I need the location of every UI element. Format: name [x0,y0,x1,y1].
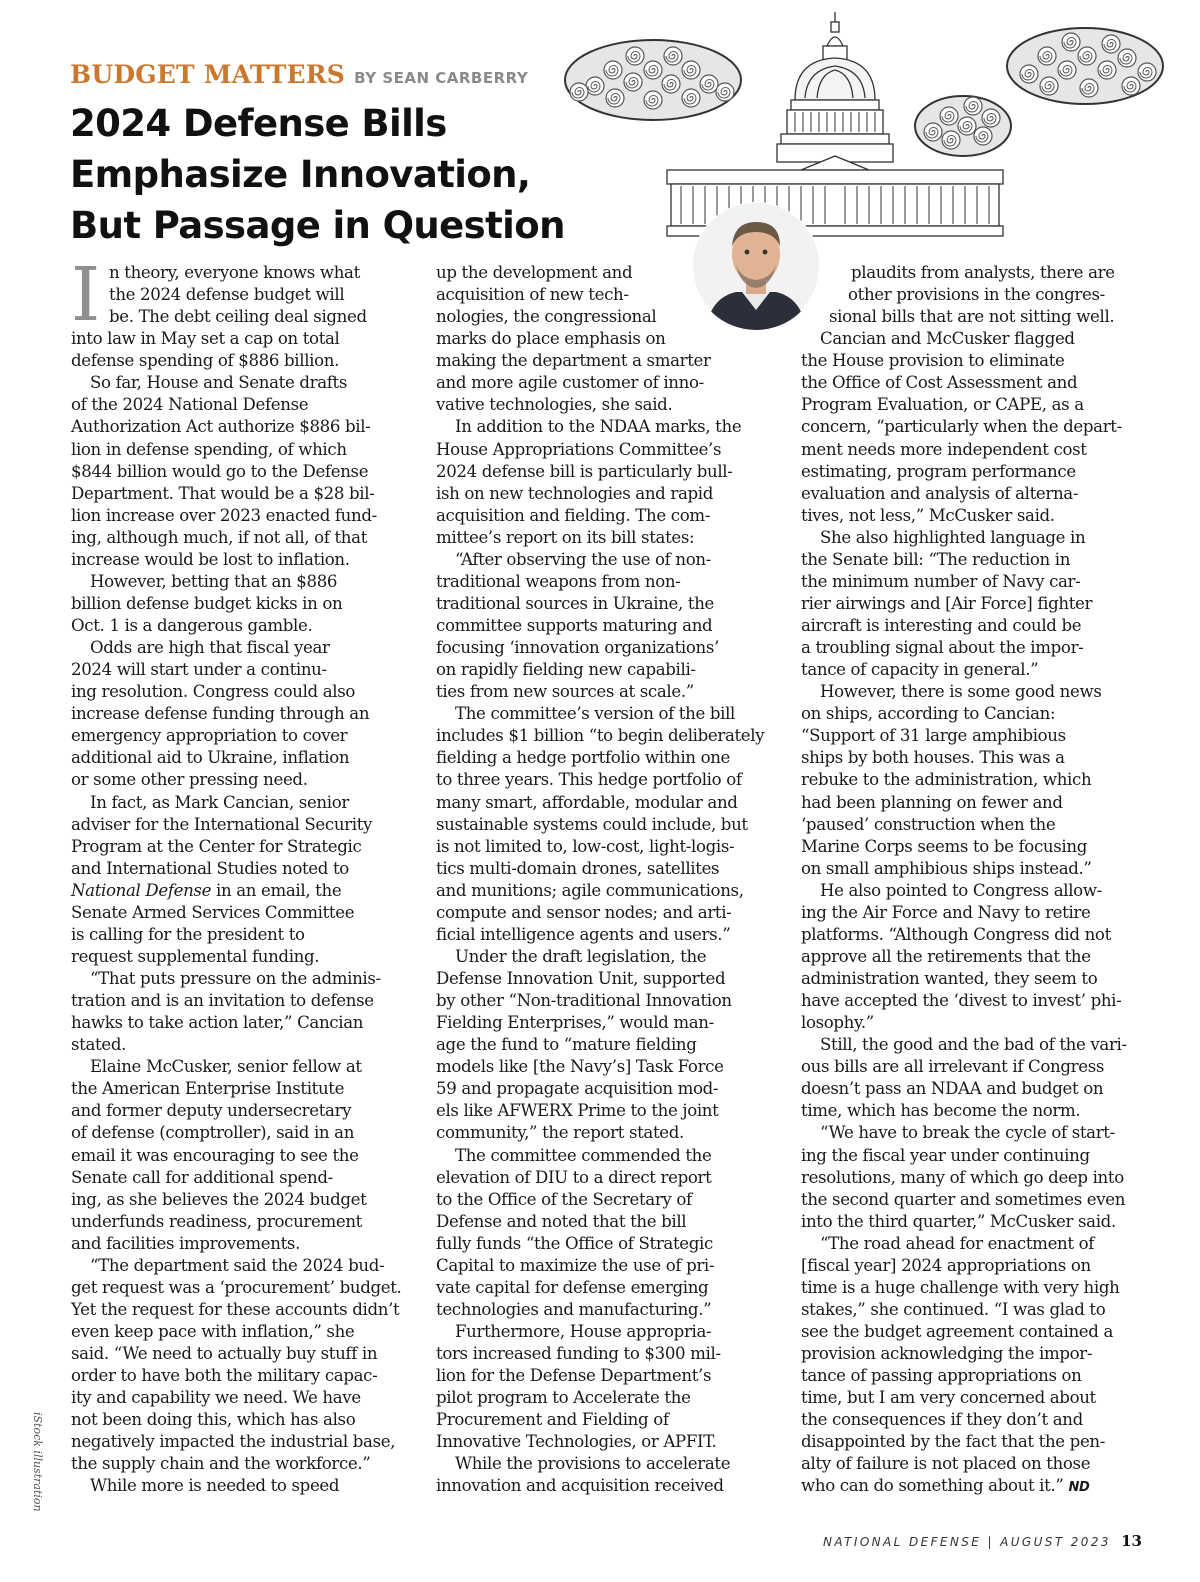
text-line: Innovative Technologies, or APFIT. [436,1432,717,1452]
text-line: to three years. This hedge portfolio of [436,770,742,790]
text-line: “That puts pressure on the adminis- [90,969,381,988]
page-footer [823,1532,1142,1550]
text-line: lion in defense spending, of which [71,439,347,459]
text-line: making the department a smarter [436,351,711,371]
text-line: “The road ahead for enactment of [820,1233,1095,1253]
text-line: vate capital for defense emerging [436,1277,709,1297]
text-line: the consequences if they don’t and [801,1410,1083,1430]
text-line: While the provisions to accelerate [455,1454,731,1474]
text-line: the House provision to eliminate [801,351,1065,371]
cloud-swirl-icon [915,96,1011,156]
text-line: stakes,” she continued. “I was glad to [801,1299,1106,1319]
text-line: 59 and propagate acquisition mod- [436,1079,719,1099]
text-line: into the third quarter,” McCusker said. [801,1211,1116,1231]
text-line: fielding a hedge portfolio within one [436,748,731,768]
text-line: time is a huge challenge with very high [801,1277,1120,1297]
headline-line: Emphasize Innovation, [70,153,531,196]
text-line: Oct. 1 is a dangerous gamble. [71,616,313,635]
text-line: adviser for the International Security [71,814,373,834]
text-line: “Support of 31 large amphibious [801,726,1066,746]
drop-cap: I [71,252,101,338]
byline: BY SEAN CARBERRY [354,69,529,87]
text-line: emergency appropriation to cover [71,726,348,746]
text-line: nologies, the congressional [436,307,657,327]
text-line: have accepted the ‘divest to invest’ phi- [801,991,1122,1011]
text-line: request supplemental funding. [71,946,320,966]
text-line: Furthermore, House appropria- [455,1322,712,1341]
text-line: tance of capacity in general.” [801,660,1039,680]
text-line: ous bills are all irrelevant if Congress [801,1057,1105,1077]
publication-name: NATIONAL DEFENSE [823,1535,982,1549]
text-line: sional bills that are not sitting well. [829,307,1115,327]
text-line: on small amphibious ships instead.” [801,858,1092,878]
text-line: lion increase over 2023 enacted fund- [71,505,377,525]
illustration-credit: iStock illustration [31,1412,44,1512]
text-line: Procurement and Fielding of [436,1410,669,1430]
text-line: Senate call for additional spend- [71,1167,333,1187]
text-line: Cancian and McCusker flagged [820,329,1075,349]
text-line: to the Office of the Secretary of [436,1189,692,1209]
text-line: els like AFWERX Prime to the joint [436,1101,719,1121]
text-line: ment needs more independent cost [801,439,1087,459]
text-line: elevation of DIU to a direct report [436,1167,712,1187]
text-line: The committee’s version of the bill [455,704,736,724]
text-line: concern, “particularly when the depart- [801,417,1122,437]
text-line: email it was encouraging to see the [71,1145,359,1165]
text-line: Fielding Enterprises,” would man- [436,1013,714,1033]
text-line: a troubling signal about the impor- [801,638,1084,658]
publication-name: National Defense [71,880,212,900]
text-line: ing, although much, if not all, of that [71,527,368,547]
text-line: acquisition and fielding. The com- [436,505,710,525]
text-line: tives, not less,” McCusker said. [801,505,1055,525]
text-line: and International Studies noted to [71,858,349,878]
text-line: models like [the Navy’s] Task Force [436,1057,724,1077]
section-label: BUDGET MATTERS [70,60,346,89]
text-line: on rapidly fielding new capabili- [436,660,696,680]
text-line: estimating, program performance [801,461,1076,481]
text-line: Program at the Center for Strategic [71,836,362,856]
text-line: ties from new sources at scale.” [436,682,694,702]
text-run: who can do something about it.” [801,1476,1064,1496]
text-line: hawks to take action later,” Cancian [71,1013,364,1033]
text-line: ing, as she believes the 2024 budget [71,1189,367,1209]
text-line: doesn’t pass an NDAA and budget on [801,1079,1104,1099]
text-line: Capital to maximize the use of pri- [436,1255,715,1275]
text-line: be. The debt ceiling deal signed [109,307,367,327]
text-line: tics multi-domain drones, satellites [436,858,720,878]
text-line: into law in May set a cap on total [71,329,340,349]
text-line: ing resolution. Congress could also [71,682,356,702]
text-line: alty of failure is not placed on those [801,1454,1091,1474]
text-line: tance of passing appropriations on [801,1366,1082,1386]
text-line: aircraft is interesting and could be [801,616,1082,635]
text-line: approve all the retirements that the [801,946,1091,966]
text-line: evaluation and analysis of alterna- [801,483,1079,503]
text-line: defense spending of $886 billion. [71,351,340,371]
text-line: Defense and noted that the bill [436,1211,687,1231]
text-line: resolutions, many of which go deep into [801,1167,1124,1187]
text-line: or some other pressing need. [71,770,308,790]
text-line: not been doing this, which has also [71,1410,356,1430]
page-number: 13 [1121,1532,1142,1550]
text-line: sustainable systems could include, but [436,814,748,834]
text-line: increase would be lost to inflation. [71,549,350,569]
text-line: additional aid to Ukraine, inflation [71,748,350,768]
text-line: the Senate bill: “The reduction in [801,549,1071,569]
text-line: administration wanted, they seem to [801,969,1098,988]
text-line: vative technologies, she said. [436,395,673,415]
text-line: compute and sensor nodes; and arti- [436,902,732,922]
article-column-2 [436,262,776,1498]
issue-date: AUGUST 2023 [1000,1535,1111,1549]
text-line: ity and capability we need. We have [71,1388,361,1408]
text-line: House Appropriations Committee’s [436,439,722,459]
text-line: ing the Air Force and Navy to retire [801,902,1091,922]
cloud-swirl-icon [1007,28,1163,104]
text-line: Senate Armed Services Committee [71,902,355,922]
text-line: community,” the report stated. [436,1123,684,1143]
text-line: So far, House and Senate drafts [90,373,348,393]
text-line: provision acknowledging the impor- [801,1344,1093,1364]
text-line: acquisition of new tech- [436,285,629,305]
text-line: Department. That would be a $28 bil- [71,483,375,503]
capitol-illustration [555,8,1195,248]
text-line: disappointed by the fact that the pen- [801,1432,1106,1452]
text-line: age the fund to “mature fielding [436,1035,697,1055]
end-mark: ND [1068,1480,1090,1496]
text-line: “The department said the 2024 bud- [90,1255,385,1275]
text-line: other provisions in the congres- [848,285,1105,305]
text-line: the supply chain and the workforce.” [71,1454,371,1474]
text-line: ficial intelligence agents and users.” [436,924,731,944]
text-line: Still, the good and the bad of the vari- [820,1035,1127,1055]
text-line: and facilities improvements. [71,1233,300,1253]
text-line: the minimum number of Navy car- [801,571,1081,591]
text-line: innovation and acquisition received [436,1476,724,1496]
text-line: traditional weapons from non- [436,571,681,591]
text-line: ing the fiscal year under continuing [801,1145,1090,1165]
headline-line: 2024 Defense Bills [70,102,447,145]
section-kicker [70,60,528,89]
article-column-1 [71,262,411,1498]
text-line: traditional sources in Ukraine, the [436,593,715,613]
text-line: While more is needed to speed [90,1476,340,1496]
text-line: time, but I am very concerned about [801,1388,1096,1408]
text-line: However, there is some good news [820,682,1102,702]
text-line: Yet the request for these accounts didn’t [71,1299,400,1319]
text-line: Under the draft legislation, the [455,946,707,966]
text-line: She also highlighted language in [820,527,1086,547]
text-line: and former deputy undersecretary [71,1101,352,1121]
text-line: see the budget agreement contained a [801,1322,1114,1341]
text-line: plaudits from analysts, there are [851,263,1115,282]
text-line: “After observing the use of non- [455,549,711,569]
text-line: Marine Corps seems to be focusing [801,836,1087,856]
text-line: focusing ‘innovation organizations’ [436,638,719,658]
text-line [71,880,411,902]
text-line: committee supports maturing and [436,616,713,635]
text-line: the 2024 defense budget will [109,285,345,305]
headline [70,98,565,251]
text-line: by other “Non-traditional Innovation [436,991,732,1011]
text-line: the Office of Cost Assessment and [801,373,1078,393]
text-line: “We have to break the cycle of start- [820,1123,1115,1143]
article-column-3 [801,262,1141,1500]
text-line: negatively impacted the industrial base, [71,1432,396,1452]
text-line: ish on new technologies and rapid [436,483,714,503]
text-line: 2024 defense bill is particularly bull- [436,461,733,481]
text-line: fully funds “the Office of Strategic [436,1233,713,1253]
text-line: losophy.” [801,1013,874,1033]
text-line: of the 2024 National Defense [71,395,309,415]
text-line: many smart, affordable, modular and [436,792,738,812]
text-line [801,1475,1141,1499]
text-line: on ships, according to Cancian: [801,704,1056,724]
cloud-swirl-icon [565,40,741,120]
text-line: 2024 will start under a continu- [71,660,327,680]
text-line: tors increased funding to $300 mil- [436,1344,721,1364]
text-line: platforms. “Although Congress did not [801,924,1111,944]
headline-line: But Passage in Question [70,204,565,247]
text-line: $844 billion would go to the Defense [71,461,369,481]
text-line: pilot program to Accelerate the [436,1388,691,1408]
footer-separator: | [987,1535,994,1549]
text-line: said. “We need to actually buy stuff in [71,1344,378,1364]
text-line: and more agile customer of inno- [436,373,704,393]
text-line: of defense (comptroller), said in an [71,1123,355,1143]
text-line: the second quarter and sometimes even [801,1189,1126,1209]
text-line: In addition to the NDAA marks, the [455,417,742,437]
text-line: underfunds readiness, procurement [71,1211,362,1231]
text-line: up the development and [436,263,633,282]
text-line: get request was a ‘procurement’ budget. [71,1277,402,1297]
text-line: Program Evaluation, or CAPE, as a [801,395,1084,415]
text-line: lion for the Defense Department’s [436,1366,712,1386]
text-line: Defense Innovation Unit, supported [436,969,726,988]
text-line: rebuke to the administration, which [801,770,1092,790]
text-line: time, which has become the norm. [801,1101,1081,1121]
text-line: includes $1 billion “to begin deliberately [436,726,765,746]
text-line: ‘paused’ construction when the [801,814,1056,834]
text-line: technologies and manufacturing.” [436,1299,712,1319]
text-line: and munitions; agile communications, [436,880,744,900]
text-line: even keep pace with inflation,” she [71,1322,355,1341]
text-line: Elaine McCusker, senior fellow at [90,1057,362,1077]
text-line: billion defense budget kicks in on [71,593,343,613]
text-line: stated. [71,1035,127,1055]
text-line: marks do place emphasis on [436,329,666,349]
text-line: In fact, as Mark Cancian, senior [90,792,349,812]
text-line: increase defense funding through an [71,704,370,724]
text-line: the American Enterprise Institute [71,1079,345,1099]
text-line: mittee’s report on its bill states: [436,527,695,547]
text-line: order to have both the military capac- [71,1366,378,1386]
text-line: ships by both houses. This was a [801,748,1065,768]
text-line: Authorization Act authorize $886 bil- [71,417,371,437]
text-run: in an email, the [211,880,342,900]
text-line: rier airwings and [Air Force] fighter [801,593,1093,613]
text-line: He also pointed to Congress allow- [820,880,1102,900]
text-line: tration and is an invitation to defense [71,991,374,1011]
text-line: is calling for the president to [71,924,305,944]
text-line: However, betting that an $886 [90,571,338,591]
text-line: Odds are high that fiscal year [90,638,330,658]
text-line: The committee commended the [455,1145,712,1165]
text-line: had been planning on fewer and [801,792,1063,812]
text-line: [fiscal year] 2024 appropriations on [801,1255,1091,1275]
text-line: n theory, everyone knows what [109,263,360,282]
text-line: is not limited to, low-cost, light-logis- [436,836,735,856]
